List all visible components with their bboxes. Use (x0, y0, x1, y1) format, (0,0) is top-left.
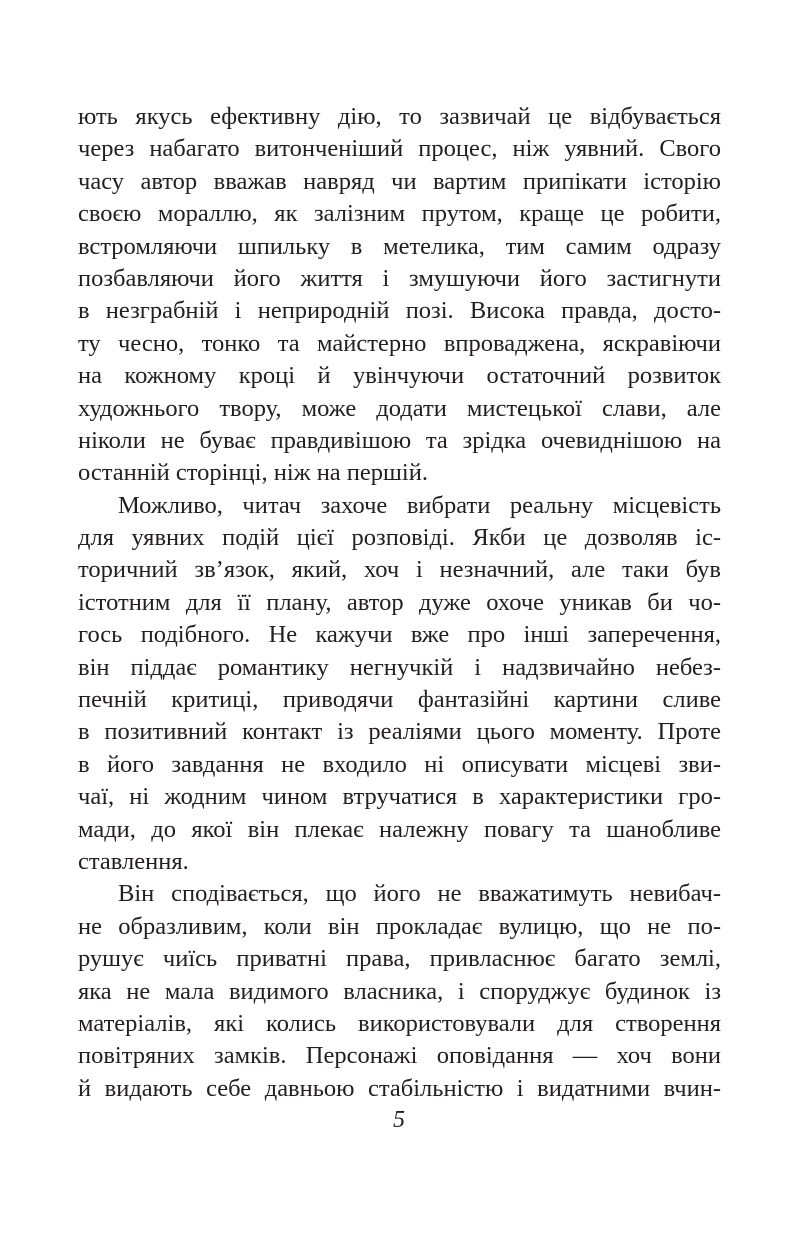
text-line: в його завдання не входило ні описувати місцеві зви- (78, 750, 721, 778)
text-line: він піддає романтику негнучкій і надзвичайно небез- (78, 653, 721, 681)
text-line: мади, до якої він плекає належну повагу та шанобливе (78, 815, 721, 843)
text-line: й видають себе давньою стабільністю і видатними вчин- (78, 1074, 721, 1102)
text-line: ставлення. (78, 847, 189, 875)
text-line: торичний зв’язок, який, хоч і незначний, але таки був (78, 556, 721, 584)
text-line: печній критиці, приводячи фантазійні картини сливе (78, 686, 721, 714)
text-line: позбавляючи його життя і змушуючи його застигнути (78, 264, 721, 292)
text-line: рушує чиїсь приватні права, привласнює багато землі, (78, 945, 721, 973)
text-line: матеріалів, які колись використовували для створення (78, 1009, 721, 1037)
text-line: останній сторінці, ніж на першій. (78, 459, 428, 487)
text-line: на кожному кроці й увінчуючи остаточний розвиток (78, 362, 721, 390)
text-line: ніколи не буває правдивішою та зрідка очевиднішою на (78, 426, 721, 454)
text-line: встромляючи шпильку в метелика, тим самим одразу (78, 232, 721, 260)
page-text-block (78, 101, 721, 1105)
text-line: художнього твору, може додати мистецької слави, але (78, 394, 721, 422)
text-line: через набагато витонченіший процес, ніж уявний. Свого (78, 135, 721, 163)
text-line: в незграбній і неприродній позі. Висока правда, досто- (78, 297, 721, 325)
text-line: часу автор вважав навряд чи вартим припікати історію (78, 167, 721, 195)
text-line: не образливим, коли він прокладає вулицю, що не по- (78, 912, 721, 940)
text-line: повітряних замків. Персонажі оповідання — хоч вони (78, 1042, 721, 1070)
text-line: для уявних подій цієї розповіді. Якби це дозволяв іс- (78, 524, 721, 552)
page-number: 5 (393, 1107, 405, 1133)
text-line: Можливо, читач захоче вибрати реальну місцевість (118, 491, 721, 519)
text-line: Він сподівається, що його не вважатимуть невибач- (118, 880, 721, 908)
text-line: яка не мала видимого власника, і споруджує будинок із (78, 977, 721, 1005)
text-line: чаї, ні жодним чином втручатися в характеристики гро- (78, 783, 721, 811)
text-line: гось подібного. Не кажучи вже про інші заперечення, (78, 621, 721, 649)
text-line: ють якусь ефективну дію, то зазвичай це відбувається (78, 103, 721, 130)
text-line: в позитивний контакт із реаліями цього моменту. Проте (78, 718, 721, 746)
text-line: своєю мораллю, як залізним прутом, краще це робити, (78, 200, 721, 228)
text-line: істотним для її плану, автор дуже охоче уникав би чо- (78, 588, 721, 616)
text-line: ту чесно, тонко та майстерно впроваджена, яскравіючи (78, 329, 721, 357)
